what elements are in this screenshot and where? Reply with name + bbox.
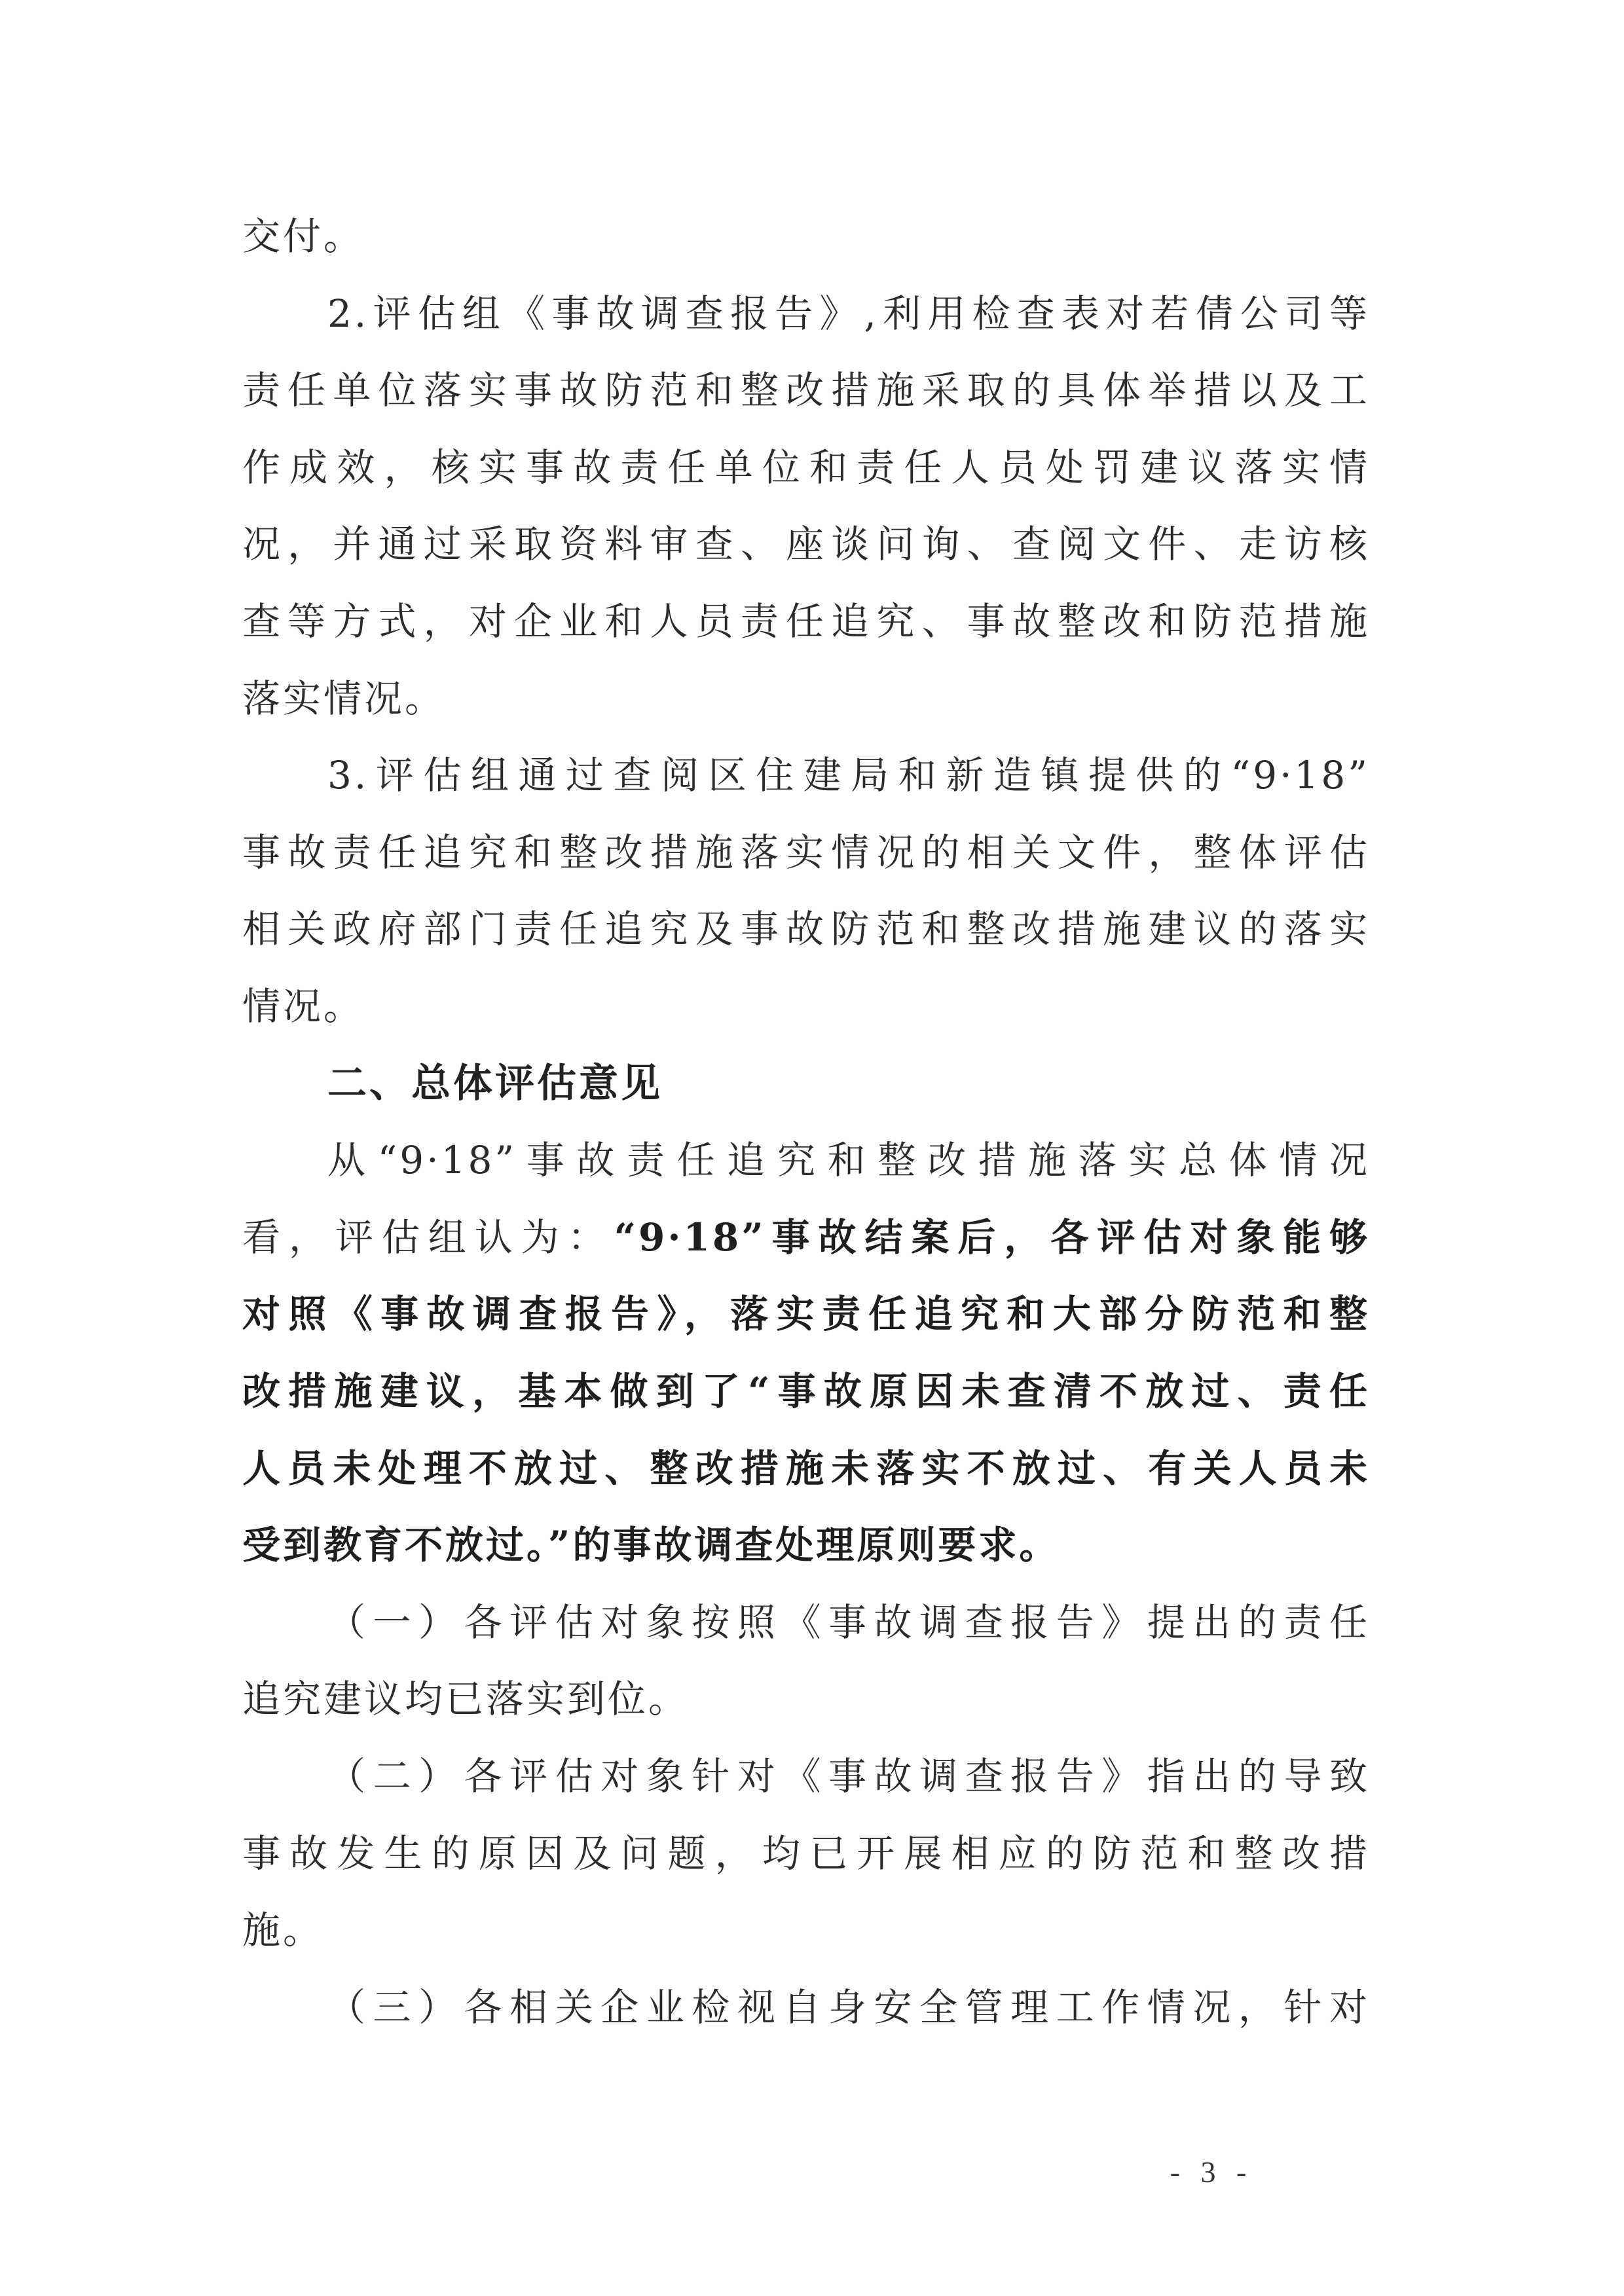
text-line [242, 814, 1370, 891]
text-line [242, 505, 1370, 583]
text-segment: （二）各评估对象针对《事故调查报告》指出的导致 [327, 1754, 1370, 1798]
text-line [242, 275, 1370, 352]
section-heading [242, 1045, 1370, 1122]
text-line [242, 352, 1370, 429]
text-line [242, 429, 1370, 506]
text-line [242, 1199, 1370, 1276]
text-line [242, 1430, 1370, 1507]
text-line [242, 737, 1370, 814]
text-segment: 责任单位落实事故防范和整改措施采取的具体举措以及工 [242, 368, 1370, 413]
text-line [242, 890, 1370, 968]
text-segment: 从“9·18”事故责任追究和整改措施落实总体情况 [327, 1138, 1370, 1183]
text-segment: 查等方式，对企业和人员责任追究、事故整改和防范措施 [242, 599, 1370, 644]
text-segment: 施。 [242, 1908, 324, 1953]
bold-text-segment: 对照《事故调查报告》，落实责任追究和大部分防范和整 [242, 1292, 1370, 1337]
text-line [242, 198, 1370, 275]
text-segment: 落实情况。 [242, 676, 446, 721]
bold-text-segment: 人员未处理不放过、整改措施未落实不放过、有关人员未 [242, 1446, 1370, 1491]
text-segment: 二、总体评估意见 [327, 1060, 663, 1106]
text-segment: 3.评估组通过查阅区住建局和新造镇提供的“9·18” [327, 753, 1370, 798]
text-line [242, 968, 1370, 1045]
text-line [242, 1506, 1370, 1584]
text-line [242, 1891, 1370, 1969]
text-line [242, 660, 1370, 737]
text-line [242, 1815, 1370, 1892]
text-segment: 相关政府部门责任追究及事故防范和整改措施建议的落实 [242, 907, 1370, 952]
bold-text-segment: 改措施建议，基本做到了“事故原因未查清不放过、责任 [242, 1369, 1370, 1413]
bold-text-segment: 受到教育不放过。”的事故调查处理原则要求。 [242, 1523, 1060, 1568]
text-segment: 交付。 [242, 214, 365, 259]
text-segment: （一）各评估对象按照《事故调查报告》提出的责任 [327, 1599, 1370, 1645]
bold-text-segment: “9·18”事故结案后，各评估对象能够 [614, 1214, 1370, 1260]
text-line [242, 1353, 1370, 1430]
page-number: - 3 - [1170, 2155, 1253, 2189]
text-segment: 况，并通过采取资料审查、座谈问询、查阅文件、走访核 [242, 522, 1370, 567]
text-line [242, 1738, 1370, 1815]
text-line [242, 1121, 1370, 1199]
text-line [242, 1275, 1370, 1353]
text-segment: 事故责任追究和整改措施落实情况的相关文件，整体评估 [242, 829, 1370, 875]
text-line [242, 583, 1370, 660]
text-segment: 情况。 [242, 984, 365, 1029]
text-segment: 看，评估组认为： [242, 1214, 614, 1260]
text-segment: 追究建议均已落实到位。 [242, 1677, 690, 1722]
text-line [242, 1584, 1370, 1661]
text-line [242, 1969, 1370, 2046]
text-segment: 2.评估组《事故调查报告》,利用检查表对若倩公司等 [327, 291, 1370, 336]
text-segment: 作成效，核实事故责任单位和责任人员处罚建议落实情 [242, 445, 1370, 490]
text-segment: 事故发生的原因及问题，均已开展相应的防范和整改措 [242, 1831, 1370, 1876]
text-segment: （三）各相关企业检视自身安全管理工作情况，针对 [327, 1984, 1370, 2030]
text-line [242, 1660, 1370, 1738]
